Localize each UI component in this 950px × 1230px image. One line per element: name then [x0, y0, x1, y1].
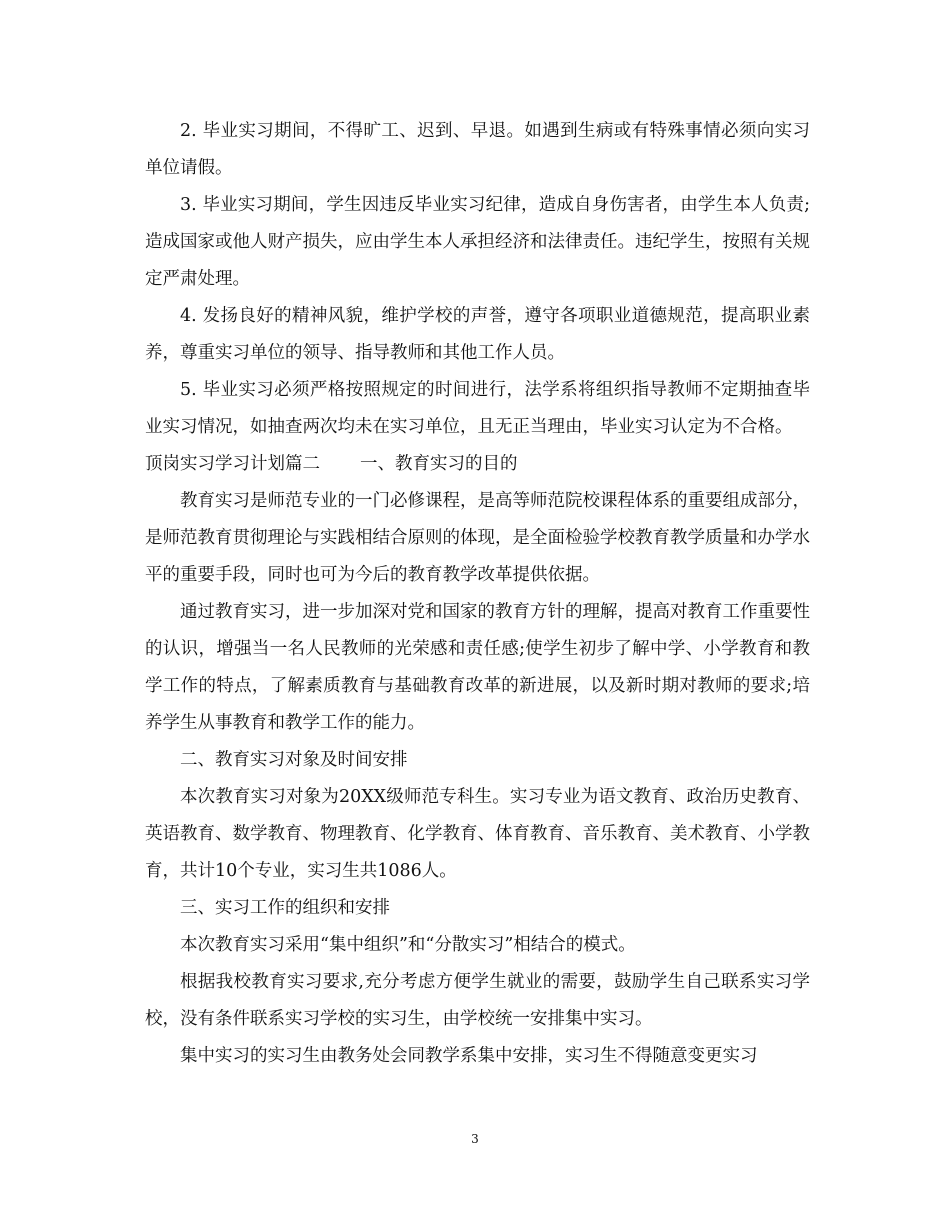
- paragraph-rule-4: 4. 发扬良好的精神风貌，维护学校的声誉，遵守各项职业道德规范，提高职业素养，尊重实习单位的领导、指导教师和其他工作人员。: [145, 306, 810, 363]
- heading-target-schedule: 二、教育实习对象及时间安排: [180, 750, 408, 770]
- paragraph-mode: 本次教育实习采用“集中组织”和“分散实习”相结合的模式。: [180, 935, 636, 955]
- paragraph-rule-2: 2. 毕业实习期间，不得旷工、迟到、早退。如遇到生病或有特殊事情必须向实习单位请假。: [145, 121, 810, 178]
- paragraph-centralized: 集中实习的实习生由教务处会同教学系集中安排，实习生不得随意变更实习: [180, 1046, 758, 1066]
- paragraph-requirements: 根据我校教育实习要求,充分考虑方便学生就业的需要，鼓励学生自己联系实习学校，没有条件联系实习学校的实习生，由学校统一安排集中实习。: [145, 972, 810, 1029]
- section-first-heading: 一、教育实习的目的: [360, 454, 518, 474]
- paragraph-target: 本次教育实习对象为20XX级师范专科生。实习专业为语文教育、政治历史教育、英语教育、数学教育、物理教育、化学教育、体育教育、音乐教育、美术教育、小学教育，共计10个专业，实习生共1086人。: [145, 787, 810, 881]
- paragraph-rule-3: 3. 毕业实习期间，学生因违反毕业实习纪律，造成自身伤害者，由学生本人负责;造成国家或他人财产损失，应由学生本人承担经济和法律责任。违纪学生，按照有关规定严肃处理。: [145, 195, 810, 289]
- paragraph-rule-5: 5. 毕业实习必须严格按照规定的时间进行，法学系将组织指导教师不定期抽查毕业实习情况，如抽查两次均未在实习单位，且无正当理由，毕业实习认定为不合格。: [145, 380, 810, 437]
- page-number: 3: [471, 1132, 479, 1146]
- document-body: [145, 113, 810, 1075]
- paragraph-purpose-1: 教育实习是师范专业的一门必修课程，是高等师范院校课程体系的重要组成部分，是师范教育贯彻理论与实践相结合原则的体现，是全面检验学校教育教学质量和办学水平的重要手段，同时也可为今后的教育教学改革提供依据。: [145, 491, 810, 585]
- section-title: 顶岗实习学习计划篇二: [145, 454, 320, 474]
- section-heading-line: [145, 446, 810, 483]
- heading-organization: 三、实习工作的组织和安排: [180, 898, 390, 918]
- paragraph-purpose-2: 通过教育实习，进一步加深对党和国家的教育方针的理解，提高对教育工作重要性的认识，增强当一名人民教师的光荣感和责任感;使学生初步了解中学、小学教育和教学工作的特点，了解素质教育与基础教育改革的新进展，以及新时期对教师的要求;培养学生从事教育和教学工作的能力。: [145, 602, 810, 733]
